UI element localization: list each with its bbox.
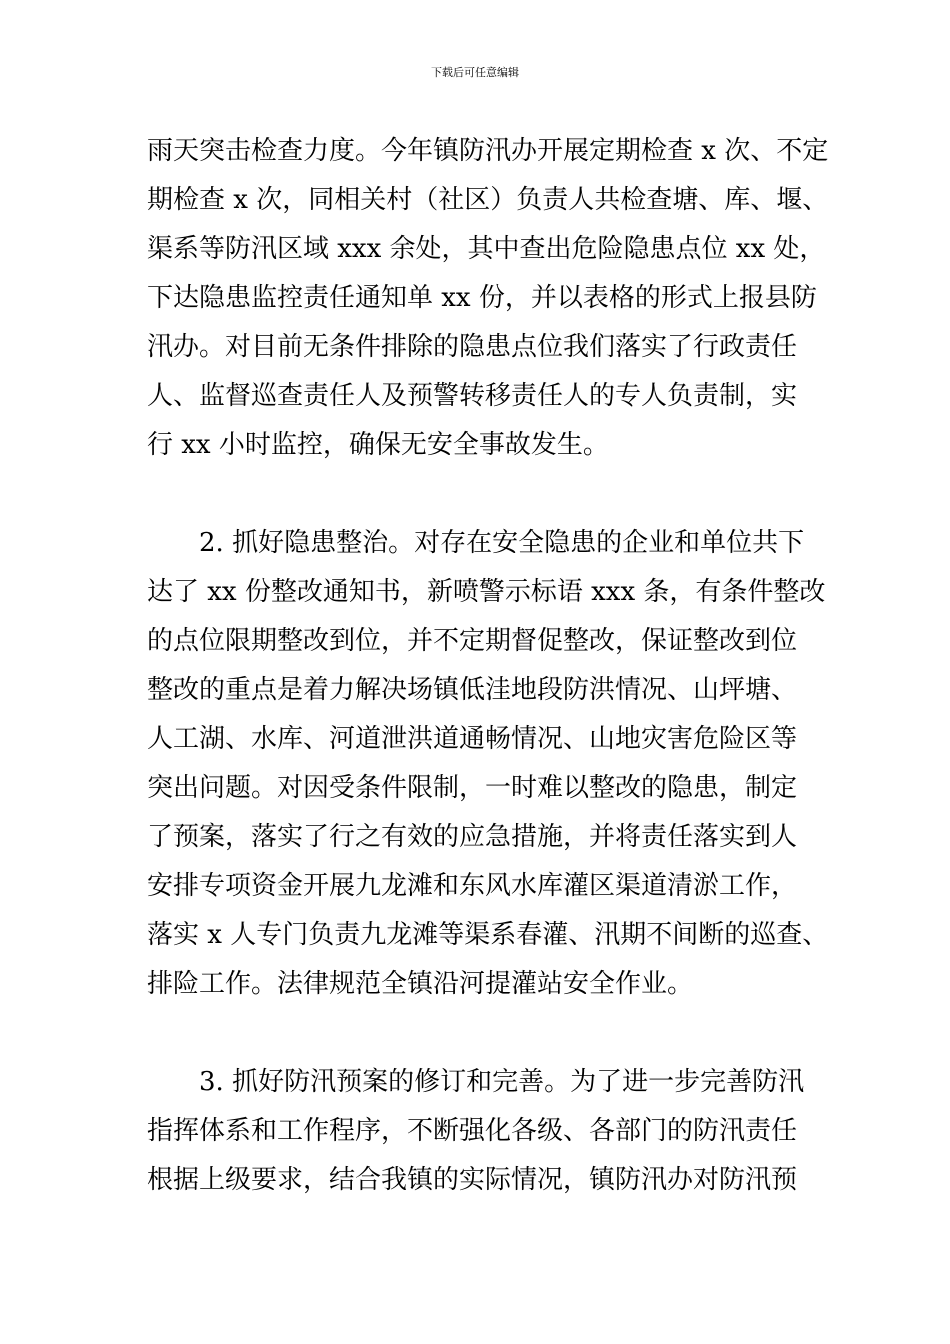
text-line: 排险工作。法律规范全镇沿河提灌站安全作业。 <box>147 969 694 999</box>
paragraph <box>147 131 829 474</box>
text-line: 渠系等防汛区域 xxx 余处，其中查出危险隐患点位 xx 处， <box>147 234 826 264</box>
text-line: 达了 xx 份整改通知书，新喷警示标语 xxx 条，有条件整改 <box>147 577 826 607</box>
paragraph-spacer <box>147 1013 807 1062</box>
text-line: 雨天突击检查力度。今年镇防汛办开展定期检查 x 次、不定 <box>147 136 829 166</box>
text-line: 汛办。对目前无条件排除的隐患点位我们落实了行政责任 <box>147 332 798 362</box>
text-line: 指挥体系和工作程序，不断强化各级、各部门的防汛责任 <box>147 1116 798 1146</box>
text-line: 安排专项资金开展九龙滩和东风水库灌区渠道清淤工作， <box>147 871 798 901</box>
paragraph <box>147 1062 807 1209</box>
text-line: 人工湖、水库、河道泄洪道通畅情况、山地灾害危险区等 <box>147 724 798 754</box>
text-line: 整改的重点是着力解决场镇低洼地段防洪情况、山坪塘、 <box>147 675 798 705</box>
text-line: 的点位限期整改到位，并不定期督促整改，保证整改到位 <box>147 626 798 656</box>
text-line: 3. 抓好防汛预案的修订和完善。为了进一步完善防汛 <box>199 1067 805 1097</box>
document-body <box>147 131 829 1209</box>
text-line: 了预案，落实了行之有效的应急措施，并将责任落实到人 <box>147 822 798 852</box>
text-line: 根据上级要求，结合我镇的实际情况，镇防汛办对防汛预 <box>147 1165 798 1195</box>
text-line: 落实 x 人专门负责九龙滩等渠系春灌、汛期不间断的巡查、 <box>147 920 829 950</box>
text-line: 下达隐患监控责任通知单 xx 份，并以表格的形式上报县防 <box>147 283 817 313</box>
paragraph <box>147 523 829 1013</box>
page-header: 下载后可任意编辑 <box>431 66 519 79</box>
text-line: 2. 抓好隐患整治。对存在安全隐患的企业和单位共下 <box>199 528 805 558</box>
text-line: 期检查 x 次，同相关村（社区）负责人共检查塘、库、堰、 <box>147 185 829 215</box>
text-line: 行 xx 小时监控，确保无安全事故发生。 <box>147 430 609 460</box>
paragraph-spacer <box>147 474 807 523</box>
text-line: 突出问题。对因受条件限制，一时难以整改的隐患，制定 <box>147 773 798 803</box>
text-line: 人、监督巡查责任人及预警转移责任人的专人负责制，实 <box>147 381 798 411</box>
